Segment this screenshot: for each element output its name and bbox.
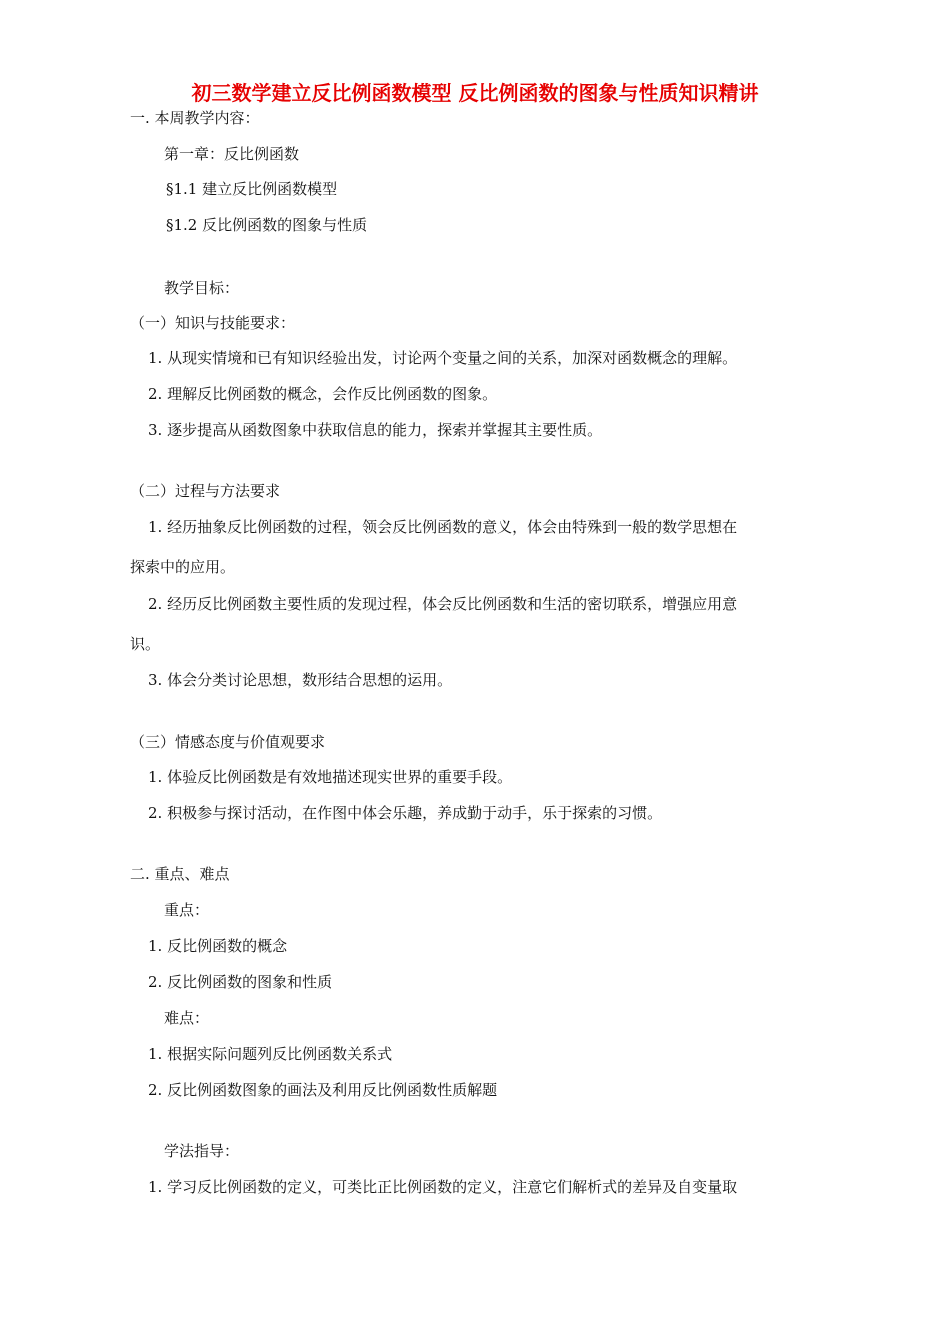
list-item: 1. 经历抽象反比例函数的过程，领会反比例函数的意义，体会由特殊到一般的数学思想在 [148, 518, 738, 536]
topic-item: §1.2 反比例函数的图象与性质 [166, 216, 368, 234]
difficult-points-label: 难点： [164, 1009, 210, 1027]
list-item: 1. 反比例函数的概念 [148, 937, 288, 955]
topic-item: §1.1 建立反比例函数模型 [166, 180, 338, 198]
part3-heading: （三）情感态度与价值观要求 [130, 733, 326, 751]
list-item: 2. 理解反比例函数的概念，会作反比例函数的图象。 [148, 385, 498, 403]
part2-heading: （二）过程与方法要求 [130, 482, 281, 500]
page-title: 初三数学建立反比例函数模型 反比例函数的图象与性质知识精讲 [191, 81, 759, 105]
list-item: 3. 体会分类讨论思想，数形结合思想的运用。 [148, 671, 453, 689]
list-item: 2. 经历反比例函数主要性质的发现过程，体会反比例函数和生活的密切联系，增强应用意 [148, 595, 738, 613]
goals-label: 教学目标： [164, 279, 240, 297]
section2-heading: 二. 重点、难点 [130, 865, 230, 883]
list-item: 1. 根据实际问题列反比例函数关系式 [148, 1045, 393, 1063]
key-points-label: 重点： [164, 901, 210, 919]
chapter-title: 第一章：反比例函数 [164, 145, 300, 163]
list-item: 1. 体验反比例函数是有效地描述现实世界的重要手段。 [148, 768, 513, 786]
list-item: 3. 逐步提高从函数图象中获取信息的能力，探索并掌握其主要性质。 [148, 421, 603, 439]
part1-heading: （一）知识与技能要求： [130, 314, 296, 332]
list-item: 1. 学习反比例函数的定义，可类比正比例函数的定义，注意它们解析式的差异及自变量取 [148, 1178, 738, 1196]
section1-heading: 一. 本周教学内容： [130, 109, 260, 127]
list-item-continuation: 探索中的应用。 [130, 558, 236, 576]
list-item: 2. 反比例函数的图象和性质 [148, 973, 333, 991]
list-item: 1. 从现实情境和已有知识经验出发，讨论两个变量之间的关系，加深对函数概念的理解。 [148, 349, 738, 367]
list-item-continuation: 识。 [130, 635, 161, 653]
study-guide-label: 学法指导： [164, 1142, 240, 1160]
list-item: 2. 积极参与探讨活动，在作图中体会乐趣，养成勤于动手，乐于探索的习惯。 [148, 804, 663, 822]
list-item: 2. 反比例函数图象的画法及利用反比例函数性质解题 [148, 1081, 498, 1099]
